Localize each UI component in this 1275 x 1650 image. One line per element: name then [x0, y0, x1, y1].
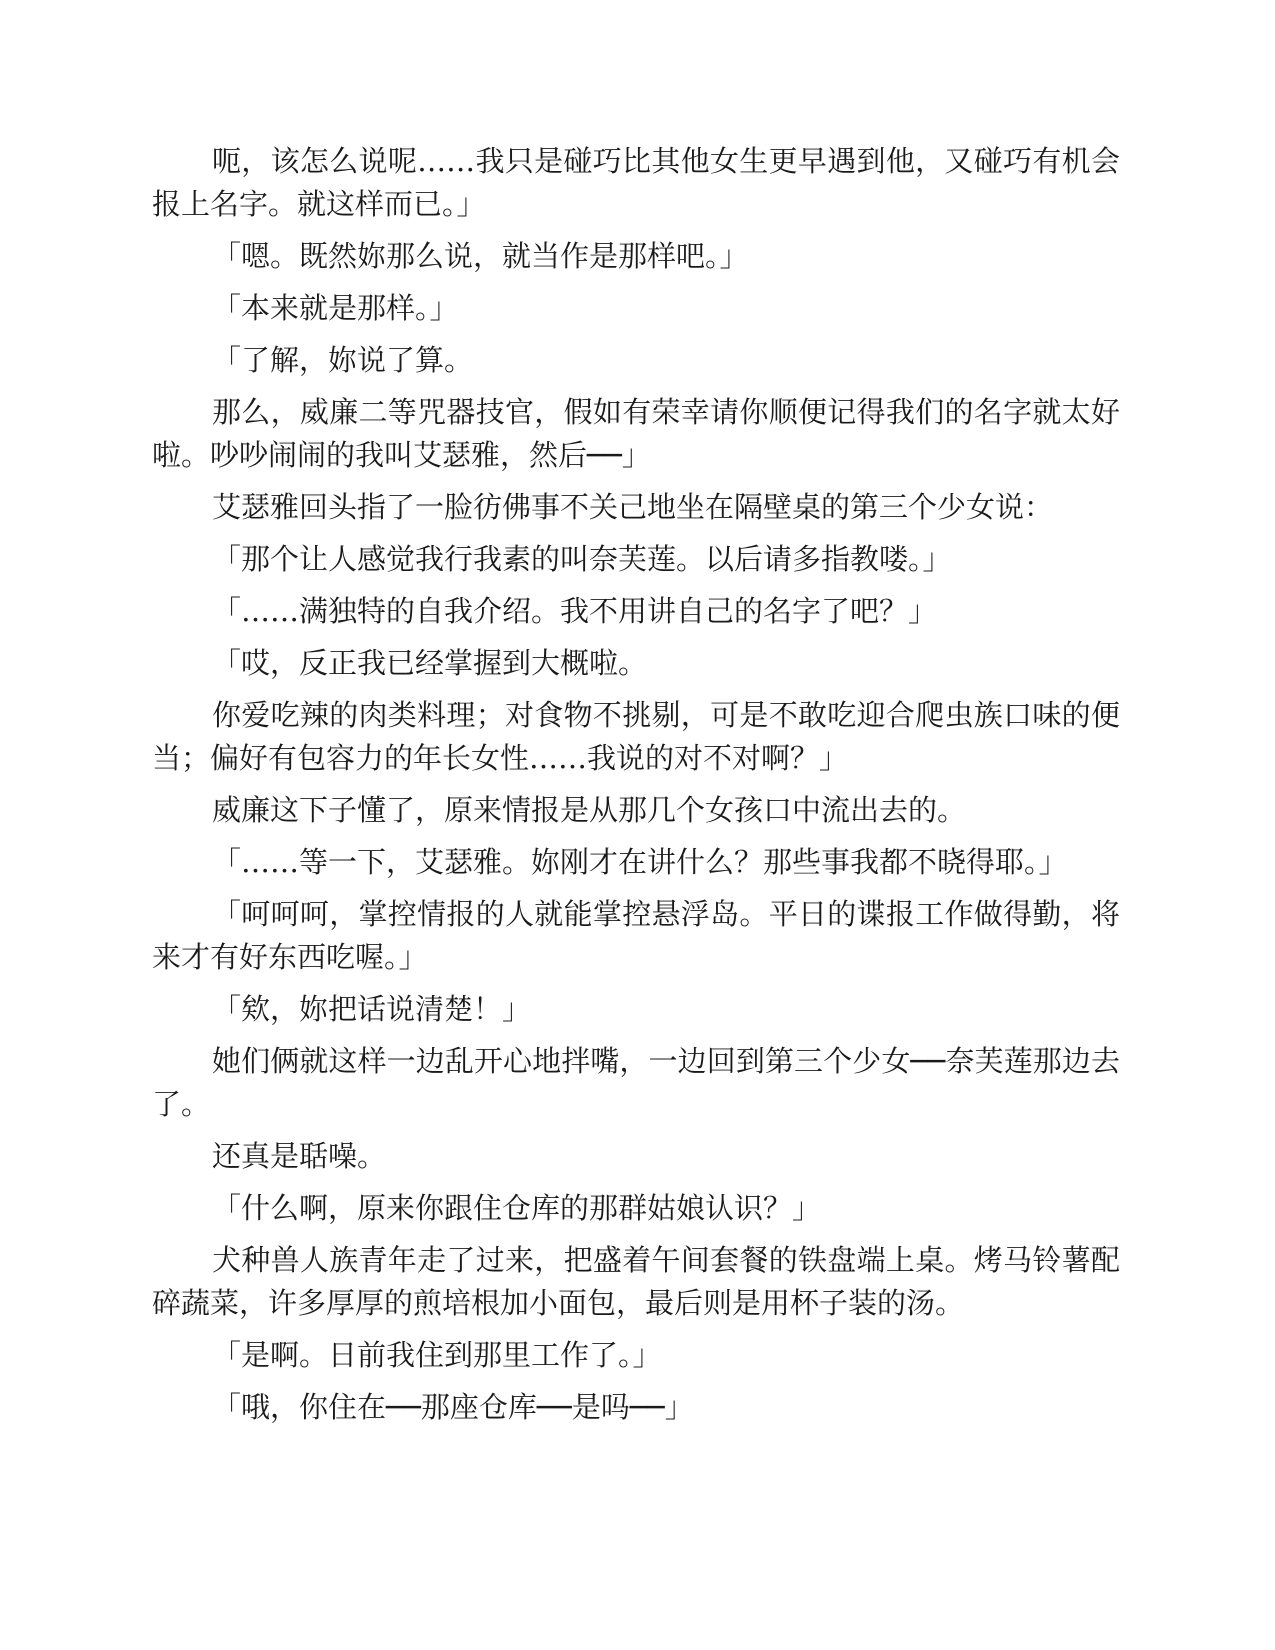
paragraph: 「那个让人感觉我行我素的叫奈芙莲。以后请多指教喽。」	[212, 542, 952, 576]
paragraph: 「本来就是那样。」	[212, 291, 459, 325]
paragraph: 「哦，你住在──那座仓库──是吗──」	[212, 1390, 694, 1424]
paragraph: 艾瑟雅回头指了一脸彷佛事不关己地坐在隔壁桌的第三个少女说：	[212, 490, 1054, 524]
paragraph: 「什么啊，原来你跟住仓库的那群姑娘认识？」	[212, 1191, 822, 1225]
paragraph: 「是啊。日前我住到那里工作了。」	[212, 1338, 662, 1372]
paragraph: 「嗯。既然妳那么说，就当作是那样吧。」	[212, 239, 749, 273]
paragraph: 「呵呵呵，掌控情报的人就能掌控悬浮岛。平日的谍报工作做得勤，将来才有好东西吃喔。」	[152, 897, 1120, 974]
paragraph: 呃，该怎么说呢……我只是碰巧比其他女生更早遇到他，又碰巧有机会报上名字。就这样而已。」	[152, 144, 1120, 221]
paragraph: 犬种兽人族青年走了过来，把盛着午间套餐的铁盘端上桌。烤马铃薯配碎蔬菜，许多厚厚的煎培根加小面包，最后则是用杯子装的汤。	[152, 1243, 1120, 1320]
paragraph: 「……满独特的自我介绍。我不用讲自己的名字了吧？」	[212, 594, 938, 628]
paragraph: 威廉这下子懂了，原来情报是从那几个女孩口中流出去的。	[212, 793, 967, 827]
paragraph: 你爱吃辣的肉类料理；对食物不挑剔，可是不敢吃迎合爬虫族口味的便当；偏好有包容力的年长女性……我说的对不对啊？」	[152, 698, 1120, 775]
paragraph: 「哎，反正我已经掌握到大概啦。	[212, 646, 648, 680]
paragraph: 「欸，妳把话说清楚！」	[212, 992, 532, 1026]
paragraph: 「了解，妳说了算。	[212, 343, 474, 377]
paragraph: 还真是聒噪。	[212, 1139, 387, 1173]
document-page	[152, 140, 1120, 1438]
paragraph: 那么，威廉二等咒器技官，假如有荣幸请你顺便记得我们的名字就太好啦。吵吵闹闹的我叫艾瑟雅，然后──」	[152, 395, 1120, 472]
paragraph: 「……等一下，艾瑟雅。妳刚才在讲什么？那些事我都不晓得耶。」	[212, 845, 1068, 879]
paragraph: 她们俩就这样一边乱开心地拌嘴，一边回到第三个少女──奈芙莲那边去了。	[152, 1044, 1120, 1121]
